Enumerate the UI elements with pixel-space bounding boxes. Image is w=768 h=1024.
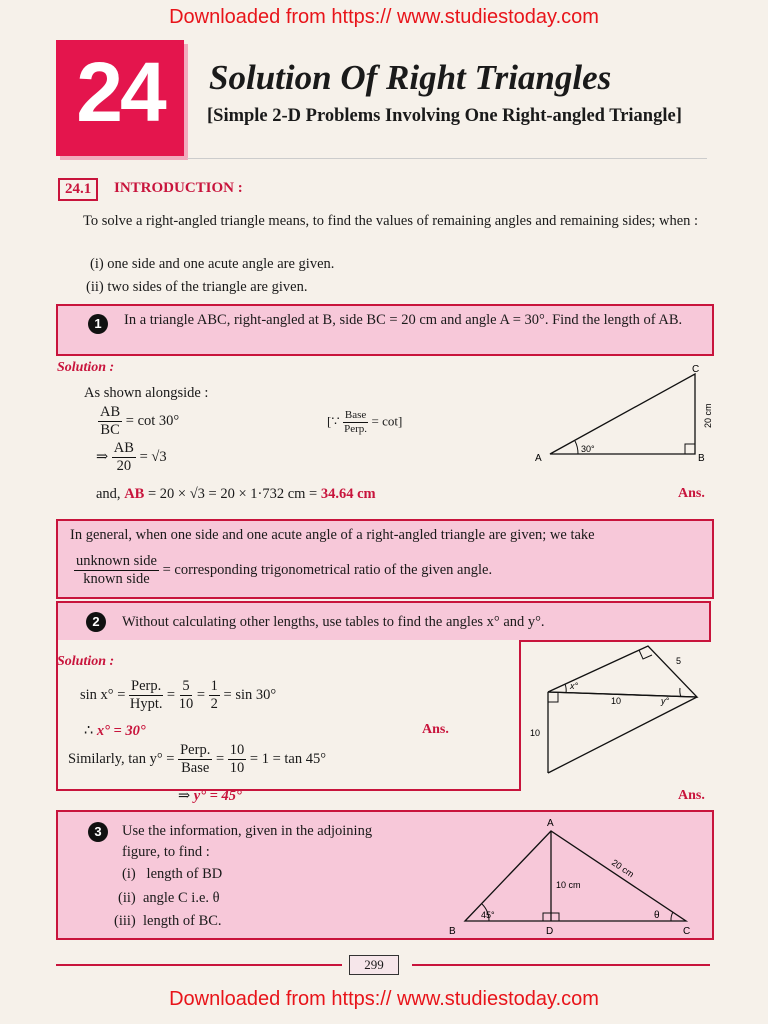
q2-g1-den: Base [181, 760, 210, 776]
question-1-text: In a triangle ABC, right-angled at B, side BC = 20 cm and angle A = 30°. Find the length of AB. [124, 312, 683, 328]
q1-line-1: As shown alongside : [84, 385, 209, 401]
intro-item-1: (i) one side and one acute angle are given. [90, 256, 335, 272]
section-number: 24.1 [58, 178, 98, 201]
q2-tan-rhs: = 1 = tan 45° [249, 750, 327, 767]
q2-x-result: x° = 30° [96, 723, 146, 739]
q3-theta-label: θ [654, 910, 660, 921]
q3-label-d: D [546, 926, 554, 936]
general-frac-num: unknown side [76, 553, 157, 569]
q3-item-ii: (ii) angle C i.e. θ [118, 890, 220, 906]
footer-rule-right [412, 964, 710, 966]
q1-side-label: 20 cm [703, 403, 713, 428]
q3-line-2: figure, to find : [122, 844, 210, 860]
q3-label-c: C [683, 926, 691, 936]
q2-ten-top-label: 10 [611, 696, 622, 706]
q2-x-arc [565, 684, 566, 693]
q1-angle-label: 30° [581, 444, 595, 454]
question-3-box [56, 810, 714, 940]
q3-item-i: (i) length of BD [122, 866, 223, 882]
q2-g2-den: 10 [229, 760, 245, 776]
q2-right-angle-mark-2 [639, 650, 652, 659]
intro-text: To solve a right-angled triangle means, to find the values of remaining angles and remaining sides; when : [83, 213, 699, 229]
q1-eq2: = √3 [139, 448, 167, 465]
question-3-number: 3 [88, 822, 108, 842]
q3-figure [443, 814, 708, 936]
q2-y-arc [680, 688, 681, 697]
q1-final-d: 34.64 cm [320, 486, 376, 502]
q2-ans-1: Ans. [422, 722, 449, 737]
download-banner-top: Downloaded from https:// www.studiestoday.com [169, 6, 599, 28]
q1-note-open: [∵ [327, 413, 340, 429]
q2-g2-num: 10 [229, 742, 245, 758]
chapter-title: Solution Of Right Triangles [209, 58, 612, 97]
q3-ac-label: 20 cm [609, 857, 636, 880]
q1-note-eq: = cot] [371, 413, 403, 429]
q2-figure [525, 640, 715, 780]
q1-note-den: Perp. [344, 423, 368, 435]
q2-ans-2: Ans. [678, 788, 705, 803]
q2-arrow: ⇒ [178, 788, 191, 804]
q2-f1-den: Hypt. [129, 696, 163, 712]
q3-ad-label: 10 cm [556, 880, 581, 890]
q2-sin-equation [80, 678, 276, 713]
q1-solution-label: Solution : [57, 360, 115, 375]
q1-label-b: B [698, 453, 705, 464]
q2-right-angle-mark-1 [548, 692, 558, 702]
q2-middle-line [548, 692, 697, 697]
q1-ans: Ans. [678, 486, 705, 501]
q2-x-label: x° [570, 681, 579, 691]
q2-eq-4: = [215, 750, 225, 767]
q2-f3-den: 2 [210, 696, 218, 712]
q2-eq-1: = [117, 686, 126, 703]
q1-final-b: AB [124, 486, 145, 502]
q2-y-result: y° = 45° [193, 788, 242, 804]
download-banner-bottom: Downloaded from https:// www.studiestoday.com [169, 988, 599, 1010]
general-eq: = corresponding trigonometrical ratio of the given angle. [162, 561, 493, 578]
q2-sin-rhs: = sin 30° [223, 686, 277, 703]
q2-x-result-line [84, 722, 146, 741]
q1-label-c: C [692, 364, 700, 375]
q3-triangle [465, 831, 686, 921]
page-number: 299 [349, 955, 399, 975]
q2-tan-equation [68, 742, 326, 777]
q2-five-label: 5 [676, 656, 682, 666]
q2-sim-lhs: Similarly, tan y° = [68, 750, 175, 767]
q1-eq1: = cot 30° [125, 412, 180, 429]
footer-rule-left [56, 964, 342, 966]
q2-solution-label: Solution : [57, 654, 115, 669]
q1-frac2-den: 20 [116, 458, 132, 474]
general-text: In general, when one side and one acute angle of a right-angled triangle are given; we take [70, 527, 595, 543]
q2-therefore: ∴ [84, 723, 94, 739]
q2-eq-3: = [196, 686, 206, 703]
q3-line-1: Use the information, given in the adjoining [122, 823, 373, 839]
question-2-number: 2 [86, 612, 106, 632]
q3-label-a: A [547, 818, 554, 829]
q2-lower-hypotenuse [548, 697, 697, 773]
q2-ten-left-label: 10 [530, 728, 541, 738]
q2-f3-num: 1 [210, 678, 218, 694]
q2-g1-num: Perp. [180, 742, 211, 758]
q2-f1-num: Perp. [131, 678, 162, 694]
intro-item-2: (ii) two sides of the triangle are given. [86, 279, 308, 295]
question-2-text: Without calculating other lengths, use tables to find the angles x° and y°. [122, 614, 545, 630]
general-frac-den: known side [83, 571, 150, 587]
q1-arrow: ⇒ [96, 448, 109, 465]
q3-label-b: B [449, 926, 456, 936]
q1-frac1-den: BC [100, 422, 120, 438]
chapter-subtitle: [Simple 2-D Problems Involving One Right-angled Triangle] [207, 106, 682, 126]
chapter-number: 24 [76, 45, 164, 139]
q3-c-arc [671, 912, 673, 921]
q2-f2-den: 10 [178, 696, 194, 712]
q3-item-iii: (iii) length of BC. [114, 913, 222, 929]
q1-frac1-num: AB [100, 404, 121, 420]
question-1-number: 1 [88, 314, 108, 334]
q2-eq-2: = [166, 686, 176, 703]
q1-frac2-num: AB [113, 440, 134, 456]
q2-y-result-line [178, 787, 242, 806]
q2-f2-num: 5 [182, 678, 190, 694]
q1-note-num: Base [344, 409, 367, 421]
q2-sin-lhs: sin x° [80, 686, 114, 703]
q2-y-label: y° [661, 696, 670, 706]
q1-final-c: = 20 × √3 = 20 × 1·732 cm = [147, 486, 318, 502]
q1-final-a: and, [96, 486, 121, 502]
q3-angle-label: 45° [481, 910, 495, 920]
section-title: INTRODUCTION : [114, 180, 243, 196]
q1-label-a: A [535, 453, 542, 464]
